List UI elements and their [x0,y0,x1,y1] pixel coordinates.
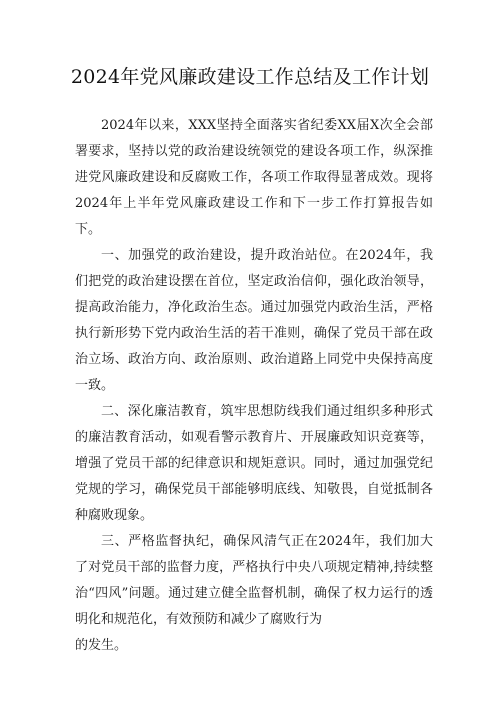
document-body [75,113,433,659]
section-3-continuation: 的发生。 [75,638,128,653]
intro-paragraph: 2024年以来，XXX坚持全面落实省纪委XX届X次全会部署要求，坚持以党的政治建设统领党的建设各项工作，纵深推进党风廉政建设和反腐败工作，各项工作取得显著成效。现将2024年上半年党风廉政建设工作和下一步工作打算报告如下。 [75,118,433,237]
section-1-paragraph: 一、加强党的政治建设，提升政治站位。在2024年，我们把党的政治建设摆在首位，坚定政治信仰，强化政治领导，提高政治能力，净化政治生态。通过加强党内政治生活，严格执行新形势下党内政治生活的若干准则，确保了党员干部在政治立场、政治方向、政治原则、政治道路上同党中央保持高度一致。 [75,248,433,393]
section-3-paragraph: 三、严格监督执纪，确保风清气正在2024年，我们加大了对党员干部的监督力度，严格执行中央八项规定精神,持续整治“四风”问题。通过建立健全监督机制，确保了权力运行的透明化和规范化，有效预防和减少了腐败行为 [75,534,433,627]
document-title: 2024年党风廉政建设工作总结及工作计划 [70,66,430,88]
section-2-paragraph: 二、深化廉洁教育，筑牢思想防线我们通过组织多种形式的廉洁教育活动，如观看警示教育片、开展廉政知识竞赛等，增强了党员干部的纪律意识和规矩意识。同时，通过加强党纪党规的学习，确保党员干部能够明底线、知敬畏，自觉抵制各种腐败现象。 [75,404,433,523]
